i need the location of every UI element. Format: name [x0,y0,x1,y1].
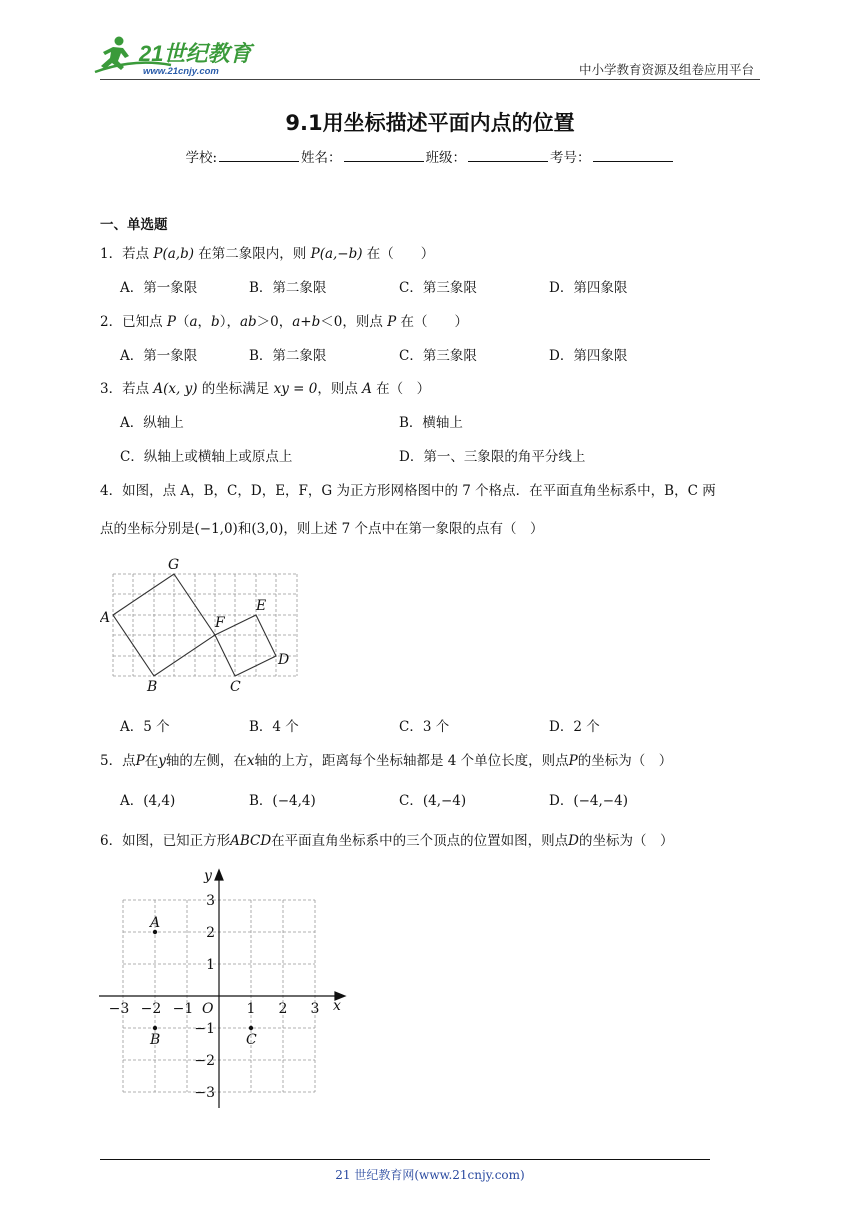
q4-label-c: C [230,679,241,695]
q6-square-name: ABCD [230,833,272,849]
q1-option-d[interactable]: D．第四象限 [549,280,628,296]
q6-number: 6． [100,833,123,849]
class-label: 班级： [425,150,467,166]
q4-label-a: A [100,610,111,626]
q5-number: 5． [100,753,123,769]
logo-text: 21世纪教育 [139,41,252,66]
q1-text: 在（ ） [362,246,435,262]
q6-text: 如图，已知正方形 [122,833,231,849]
q5-option-value: (−4,−4) [573,793,628,809]
number-label: 考号： [550,150,591,166]
q2-var: a+b [292,314,321,330]
q4-text: 和 [237,521,252,537]
q2-option-d[interactable]: D．第四象限 [549,348,628,364]
header-platform-text: 中小学教育资源及组卷应用平台 [578,62,754,77]
q5-option-label: A． [120,793,144,809]
class-blank[interactable] [468,149,548,162]
q6-y-tick: 3 [206,893,215,909]
question-3 [100,377,430,397]
q6-y-tick: 1 [206,957,215,973]
q3-text: 的坐标满足 [197,381,274,397]
q3-equation: xy = 0 [273,381,318,397]
q1-text: 在第二象限内，则 [194,246,311,262]
q3-point: A [362,381,372,397]
q6-point-b [153,1026,157,1030]
q6-point-label-a: A [150,915,161,931]
q6-axis-y-label: y [204,868,212,884]
student-info-line [0,146,860,166]
q1-option-a[interactable]: A．第一象限 [120,280,198,296]
footer-divider [100,1159,710,1160]
q4-label-b: B [147,679,158,695]
q1-coord: (a,b) [162,246,194,262]
q2-text: （ [175,314,190,330]
school-blank[interactable] [219,149,299,162]
q2-text: ）， [219,314,240,330]
q1-point: P [153,246,163,262]
q2-option-b[interactable]: B．第二象限 [249,348,327,364]
q2-text: 在（ ） [396,314,469,330]
q4-square-left [113,574,215,676]
q4-label-g: G [168,557,180,573]
q6-y-tick: −1 [194,1021,215,1037]
q3-number: 3． [100,381,123,397]
question-4-line-2 [100,517,544,537]
arrow-up-icon [215,870,223,880]
q6-x-tick: 2 [278,1001,288,1017]
name-label: 姓名： [301,150,342,166]
q3-option-b[interactable]: B．横轴上 [399,415,463,431]
q6-point-label-b: B [150,1032,161,1048]
q6-text: 的坐标为（ ） [579,833,674,849]
q3-option-c[interactable]: C．纵轴上或横轴上或原点上 [120,449,293,465]
q5-text: 轴的上方，距离每个坐标轴都是 4 个单位长度，则点 [254,753,569,769]
q1-number: 1． [100,246,123,262]
q4-option-a[interactable]: A．5 个 [120,719,170,735]
q6-axis-x-label: x [333,998,341,1014]
q2-option-a[interactable]: A．第一象限 [120,348,198,364]
q5-point: P [568,753,578,769]
q1-text: 若点 [122,246,154,262]
q3-option-a[interactable]: A．纵轴上 [120,415,184,431]
q5-option-label: D． [549,793,574,809]
q3-point: A(x, y) [153,381,198,397]
logo-url: www.21cnjy.com [143,66,219,77]
q6-y-tick: −3 [194,1085,215,1101]
q5-option-b[interactable] [249,789,316,809]
school-label: 学校: [185,150,218,166]
q5-option-value: (4,4) [143,793,176,809]
q1-point: P [310,246,320,262]
q2-text: ， [197,314,212,330]
q3-text: 若点 [122,381,154,397]
page-title: 9.1用坐标描述平面内点的位置 [285,111,575,135]
q4-label-e: E [256,598,267,614]
q1-option-b[interactable]: B．第二象限 [249,280,327,296]
q6-y-tick: 2 [206,925,215,941]
q4-text: ，则上述 7 个点中在第一象限的点有（ ） [283,521,544,537]
q2-text: ＜0，则点 [320,314,388,330]
q5-option-d[interactable] [549,789,628,809]
q5-option-value: (−4,4) [272,793,316,809]
q2-var: a [189,314,198,330]
q6-origin-label: O [202,1001,214,1017]
q2-text: 已知点 [122,314,167,330]
q6-x-tick: 3 [310,1001,320,1017]
q5-option-c[interactable] [399,789,466,809]
q5-text: 轴的左侧，在 [165,753,247,769]
q6-x-tick: −3 [108,1001,130,1017]
question-6 [100,829,674,849]
q6-text: 在平面直角坐标系中的三个顶点的位置如图，则点 [271,833,569,849]
q6-x-tick: 1 [246,1001,256,1017]
q4-label-d: D [278,652,290,668]
q2-point: P [166,314,176,330]
question-1 [100,242,434,262]
q5-var: x [246,753,255,769]
q2-var: b [211,314,220,330]
q5-point: P [135,753,145,769]
question-5 [100,749,672,769]
q6-coordinate-figure [95,864,355,1114]
q5-option-value: (4,−4) [422,793,467,809]
q6-x-tick: −2 [140,1001,162,1017]
q3-text: ，则点 [317,381,363,397]
q2-point: P [387,314,397,330]
q2-option-c[interactable]: C．第三象限 [399,348,477,364]
q1-coord: (a,−b) [319,246,363,262]
header-divider [100,79,760,80]
q4-grid-figure [100,556,305,698]
q5-text: 在 [144,753,159,769]
q6-x-tick: −1 [172,1001,194,1017]
q6-point-label-c: C [246,1032,257,1048]
logo [93,34,263,80]
q3-option-d[interactable]: D．第一、三象限的角平分线上 [399,449,586,465]
q5-option-label: C． [399,793,423,809]
question-2 [100,310,468,330]
q6-point-c [249,1026,253,1030]
section-heading: 一、单选题 [100,217,168,233]
q4-coord: (−1,0) [194,521,238,537]
q2-number: 2． [100,314,123,330]
question-4-line-1: 4．如图，点 A，B，C，D，E，F，G 为正方形网格图中的 7 个格点．在平面直角坐标系中，B，C 两 [100,483,716,499]
q3-text: 在（ ） [371,381,431,397]
q4-option-b[interactable]: B．4 个 [249,719,299,735]
q5-text: 的坐标为（ ） [577,753,673,769]
q6-y-tick: −2 [194,1053,215,1069]
q5-text: 点 [122,753,136,769]
q1-option-c[interactable]: C．第三象限 [399,280,477,296]
q6-point: D [568,833,579,849]
q5-var: y [158,753,166,769]
q4-label-f: F [215,615,225,631]
q5-option-a[interactable] [120,789,175,809]
q2-var: ab [239,314,257,330]
q4-option-c[interactable]: C．3 个 [399,719,450,735]
number-blank[interactable] [593,149,673,162]
name-blank[interactable] [344,149,424,162]
footer-link[interactable]: 21 世纪教育网(www.21cnjy.com) [335,1168,525,1182]
q4-coord: (3,0) [251,521,284,537]
q4-option-d[interactable]: D．2 个 [549,719,600,735]
q2-text: ＞0， [256,314,293,330]
q5-option-label: B． [249,793,273,809]
q4-text: 点的坐标分别是 [100,521,195,537]
